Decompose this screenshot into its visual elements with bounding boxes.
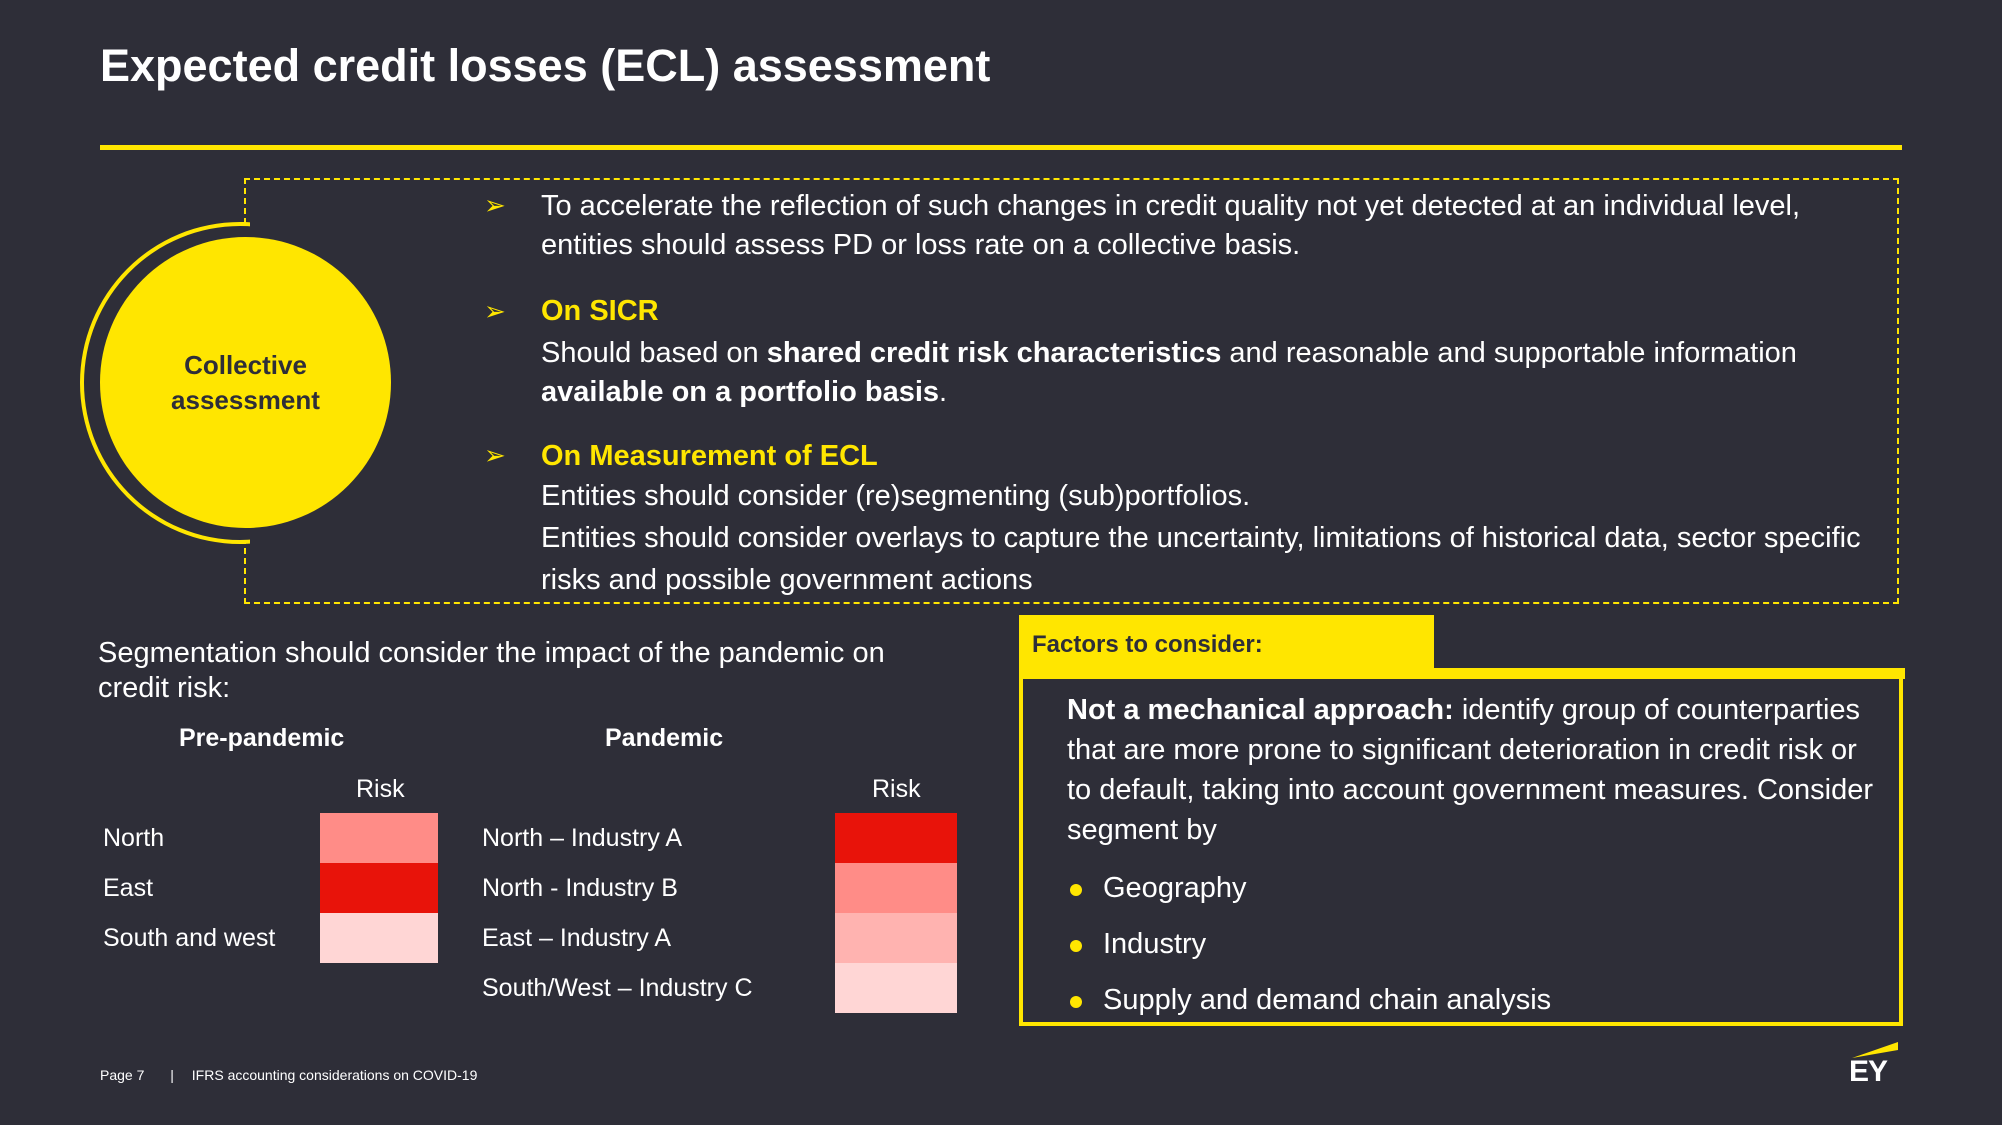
factor-item: Supply and demand chain analysis xyxy=(1103,984,1552,1016)
arrow-bullet-icon: ➢ xyxy=(484,190,506,220)
factors-tab xyxy=(1019,615,1434,672)
pandemic-row-label: North – Industry A xyxy=(482,824,683,852)
title-divider xyxy=(100,145,1902,150)
pre-pandemic-heading: Pre-pandemic xyxy=(179,724,345,752)
ecl-measurement-heading: On Measurement of ECL xyxy=(541,440,878,472)
collective-assessment-circle xyxy=(100,237,391,528)
pandemic-risk-cell xyxy=(835,813,957,863)
factors-lead: Not a mechanical approach: identify group of counterparties that are more prone to significant deterioration in credit risk or to default, taking into account government measures. Consider segment by xyxy=(1067,694,1874,846)
bullet-collective-basis: To accelerate the reflection of such changes in credit quality not yet detected at an individual level, entities should assess PD or loss rate on a collective basis. xyxy=(541,190,1801,261)
arrow-bullet-icon: ➢ xyxy=(484,296,506,326)
circle-label: Collective assessment xyxy=(171,349,320,415)
pandemic-heading: Pandemic xyxy=(605,724,724,752)
pre-risk-header: Risk xyxy=(356,775,405,803)
page-title: Expected credit losses (ECL) assessment xyxy=(100,40,991,91)
pandemic-risk-cell xyxy=(835,863,957,913)
pre-risk-cell xyxy=(320,813,438,863)
pre-row-label: East xyxy=(103,874,154,902)
logo-text: EY xyxy=(1849,1055,1888,1088)
factor-item: Industry xyxy=(1103,928,1207,960)
pre-risk-cell xyxy=(320,913,438,963)
dot-bullet-icon xyxy=(1070,940,1082,952)
pandemic-risk-cell xyxy=(835,963,957,1013)
dot-bullet-icon xyxy=(1070,884,1082,896)
footer xyxy=(100,1067,477,1083)
ecl-measurement-line2: Entities should consider overlays to capture the uncertainty, limitations of historical data, sector specific risks and possible government actions xyxy=(541,522,1861,596)
footer-page: Page 7 xyxy=(100,1067,145,1083)
factors-tab-label: Factors to consider: xyxy=(1032,631,1263,658)
pre-row-label: South and west xyxy=(103,924,276,952)
footer-doc-title: IFRS accounting considerations on COVID-19 xyxy=(191,1067,478,1083)
pre-risk-cell xyxy=(320,863,438,913)
pandemic-row-label: North - Industry B xyxy=(482,874,678,902)
pandemic-risk-cell xyxy=(835,913,957,963)
ey-logo-icon xyxy=(1846,1040,1902,1090)
ecl-measurement-line1: Entities should consider (re)segmenting (sub)portfolios. xyxy=(541,480,1251,512)
pandemic-row-label: South/West – Industry C xyxy=(482,974,753,1002)
footer-separator: | xyxy=(170,1067,174,1083)
arrow-bullet-icon: ➢ xyxy=(484,440,506,470)
segmentation-intro: Segmentation should consider the impact of the pandemic on credit risk: xyxy=(98,637,885,704)
sicr-heading: On SICR xyxy=(541,295,659,327)
pre-row-label: North xyxy=(103,824,165,852)
dot-bullet-icon xyxy=(1070,996,1082,1008)
sicr-text: Should based on shared credit risk characteristics and reasonable and supportable information available on a portfolio basis. xyxy=(541,337,1797,408)
factor-item: Geography xyxy=(1103,872,1247,904)
pandemic-row-label: East – Industry A xyxy=(482,924,671,952)
pandemic-risk-header: Risk xyxy=(872,775,921,803)
